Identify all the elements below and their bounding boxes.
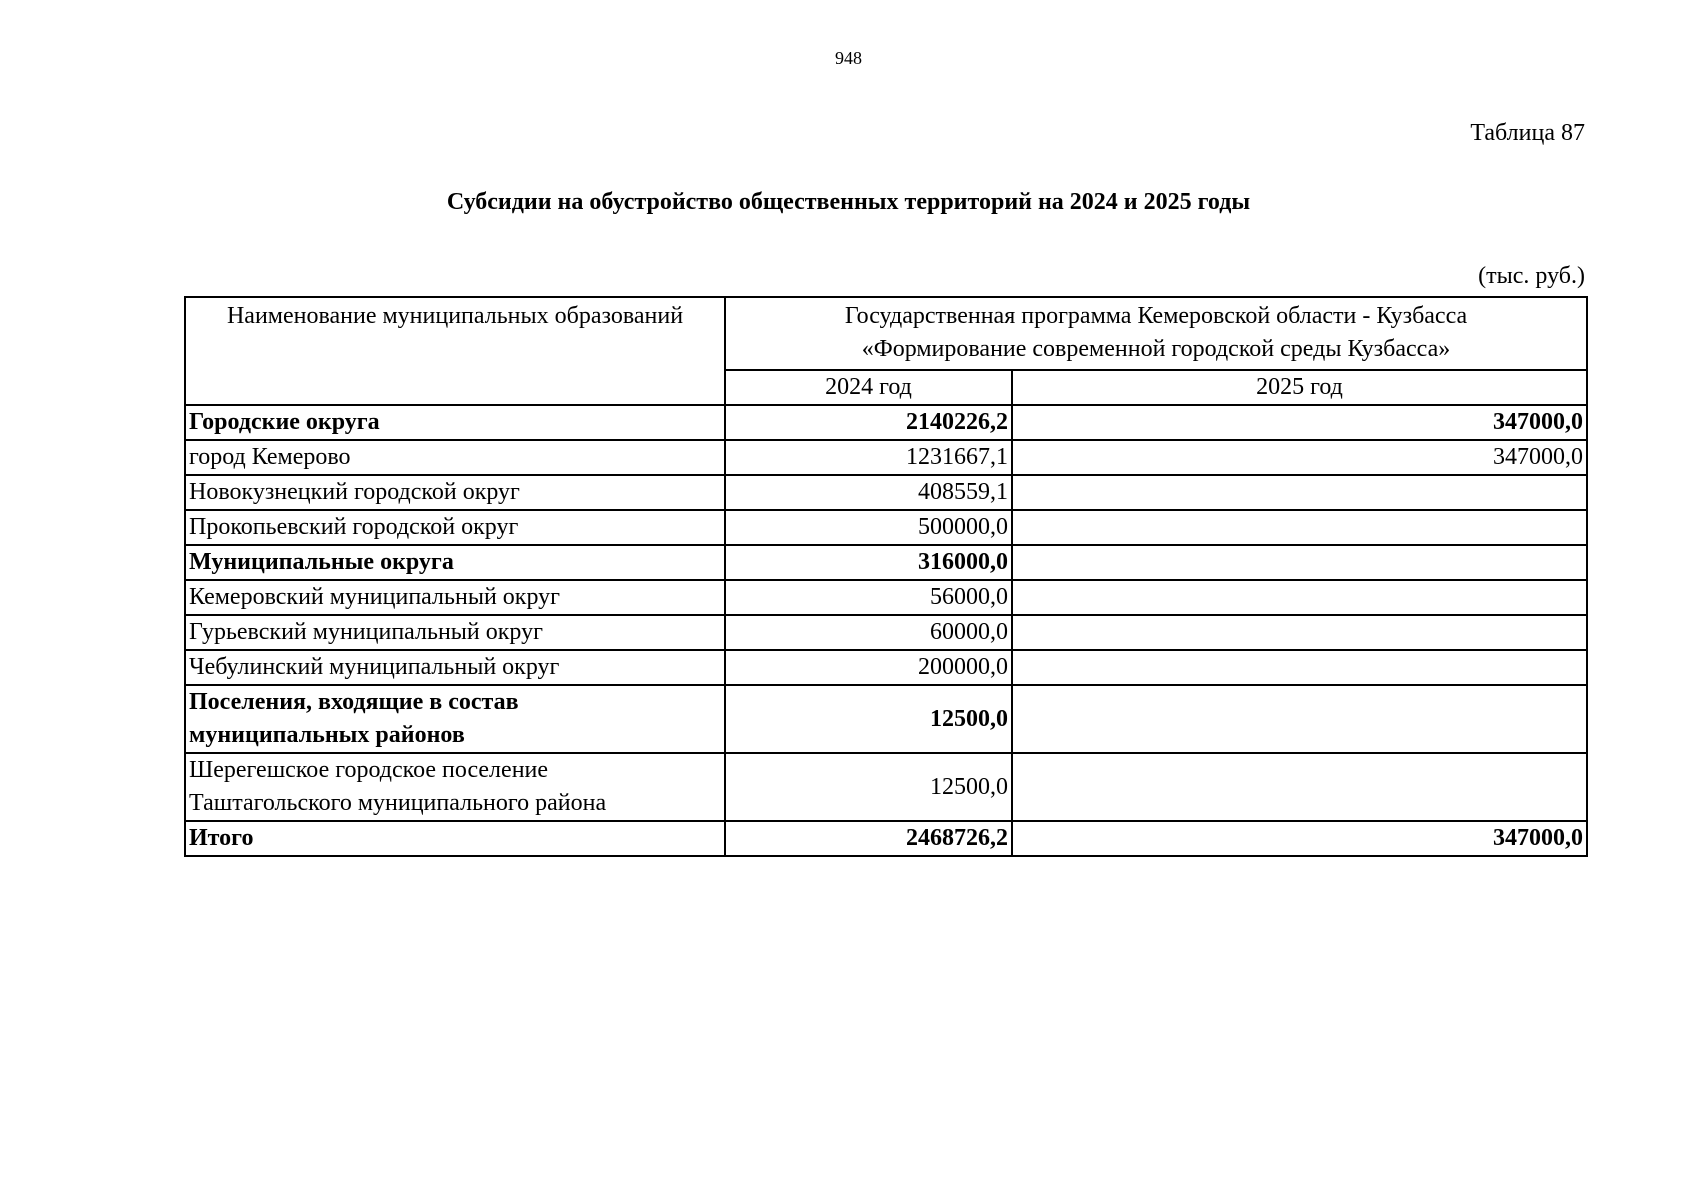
row-value-2025: 347000,0 [1012,440,1587,475]
header-year-2024: 2024 год [725,370,1012,405]
row-name: город Кемерово [185,440,725,475]
header-program [725,297,1587,370]
row-value-2024: 12500,0 [725,753,1012,821]
row-value-2024: 408559,1 [725,475,1012,510]
row-value-2025 [1012,475,1587,510]
row-name: Муниципальные округа [185,545,725,580]
row-name-line-1: Поселения, входящие в состав [189,689,519,715]
row-value-2024: 56000,0 [725,580,1012,615]
row-name: Городские округа [185,405,725,440]
header-municipality-name: Наименование муниципальных образований [185,297,725,405]
row-name: Новокузнецкий городской округ [185,475,725,510]
row-value-2025 [1012,615,1587,650]
row-value-2025 [1012,753,1587,821]
table-row [185,580,1587,615]
row-name-line-2: Таштагольского муниципального района [189,790,607,816]
table-row [185,650,1587,685]
row-name: Прокопьевский городской округ [185,510,725,545]
row-name: Итого [185,821,725,856]
row-value-2025 [1012,685,1587,753]
table-row [185,475,1587,510]
row-value-2024: 500000,0 [725,510,1012,545]
row-name-line-2: муниципальных районов [189,722,465,748]
row-value-2024: 1231667,1 [725,440,1012,475]
row-name: Гурьевский муниципальный округ [185,615,725,650]
row-value-2025: 347000,0 [1012,405,1587,440]
row-value-2024: 60000,0 [725,615,1012,650]
table-row-total [185,821,1587,856]
header-year-2025: 2025 год [1012,370,1587,405]
table-row-municipal-districts [185,545,1587,580]
page-number: 948 [835,48,862,68]
row-value-2024: 12500,0 [725,685,1012,753]
row-name: Чебулинский муниципальный округ [185,650,725,685]
table-row [185,510,1587,545]
row-name-line-1: Шерегешское городское поселение [189,757,549,783]
row-value-2025 [1012,545,1587,580]
row-value-2025 [1012,580,1587,615]
row-value-2025: 347000,0 [1012,821,1587,856]
table-row-settlements [185,685,1587,753]
row-name [185,685,725,753]
table-row [185,753,1587,821]
units-note: (тыс. руб.) [1478,263,1585,289]
row-value-2024: 316000,0 [725,545,1012,580]
header-program-line-2: «Формирование современной городской среды Кузбасса» [861,336,1451,362]
table-row [185,615,1587,650]
row-value-2025 [1012,650,1587,685]
row-name [185,753,725,821]
document-title: Субсидии на обустройство общественных территорий на 2024 и 2025 годы [446,189,1251,215]
table-caption: Таблица 87 [1470,120,1585,146]
subsidies-table [184,296,1588,857]
row-value-2025 [1012,510,1587,545]
row-value-2024: 2140226,2 [725,405,1012,440]
table-row [185,440,1587,475]
row-value-2024: 2468726,2 [725,821,1012,856]
table-row-urban-districts [185,405,1587,440]
header-program-line-1: Государственная программа Кемеровской области - Кузбасса [844,303,1468,329]
row-value-2024: 200000,0 [725,650,1012,685]
row-name: Кемеровский муниципальный округ [185,580,725,615]
